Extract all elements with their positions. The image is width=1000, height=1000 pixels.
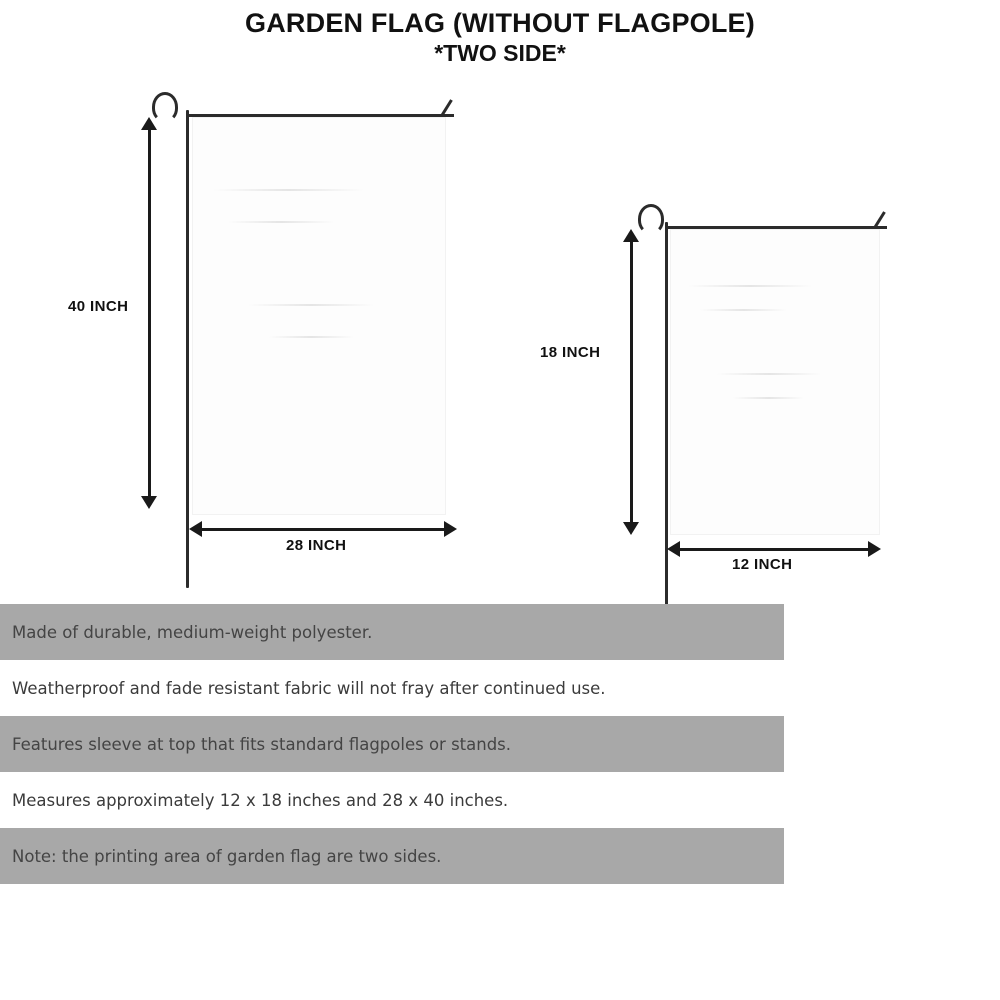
fabric-sheen <box>213 189 364 191</box>
feature-list <box>0 604 784 884</box>
feature-text: Made of durable, medium-weight polyester. <box>12 622 373 642</box>
small-flag-illustration <box>520 0 1000 640</box>
arrow-down-icon <box>623 522 639 535</box>
flagpole-hook-small-icon <box>638 204 664 234</box>
width-dimension-line-small <box>678 548 876 551</box>
fabric-sheen <box>228 221 334 223</box>
arrow-up-icon <box>623 229 639 242</box>
large-flag-width-label: 28 INCH <box>286 537 347 554</box>
list-item <box>0 772 784 828</box>
large-flag-illustration <box>0 0 520 620</box>
list-item <box>0 660 784 716</box>
page-title: GARDEN FLAG (WITHOUT FLAGPOLE) <box>245 8 755 38</box>
height-dimension-line-small <box>630 240 633 530</box>
height-dimension-line-large <box>148 128 151 504</box>
flag-fabric-large <box>192 117 446 515</box>
feature-text: Note: the printing area of garden flag are two sides. <box>12 846 442 866</box>
arrow-right-icon <box>868 541 881 557</box>
arrow-right-icon <box>444 521 457 537</box>
large-flag-height-label: 40 INCH <box>68 298 129 315</box>
small-flag-height-label: 18 INCH <box>540 344 601 361</box>
fabric-sheen <box>700 309 787 311</box>
arrow-up-icon <box>141 117 157 130</box>
list-item <box>0 716 784 772</box>
small-flag-width-label: 12 INCH <box>732 556 793 573</box>
list-item <box>0 828 784 884</box>
feature-text: Weatherproof and fade resistant fabric will not fray after continued use. <box>12 678 606 698</box>
fabric-sheen <box>688 285 813 287</box>
fabric-sheen <box>269 336 355 338</box>
flagpole-large <box>186 110 189 588</box>
page-subtitle: *TWO SIDE* <box>434 40 566 67</box>
fabric-sheen <box>733 397 804 399</box>
flag-fabric-small <box>670 229 880 535</box>
arrow-left-icon <box>667 541 680 557</box>
fabric-sheen <box>248 304 374 306</box>
feature-text: Features sleeve at top that fits standard flagpoles or stands. <box>12 734 512 754</box>
list-item <box>0 604 784 660</box>
fabric-sheen <box>717 373 821 375</box>
feature-text: Measures approximately 12 x 18 inches and 28 x 40 inches. <box>12 790 509 810</box>
arrow-left-icon <box>189 521 202 537</box>
width-dimension-line-large <box>200 528 452 531</box>
arrow-down-icon <box>141 496 157 509</box>
